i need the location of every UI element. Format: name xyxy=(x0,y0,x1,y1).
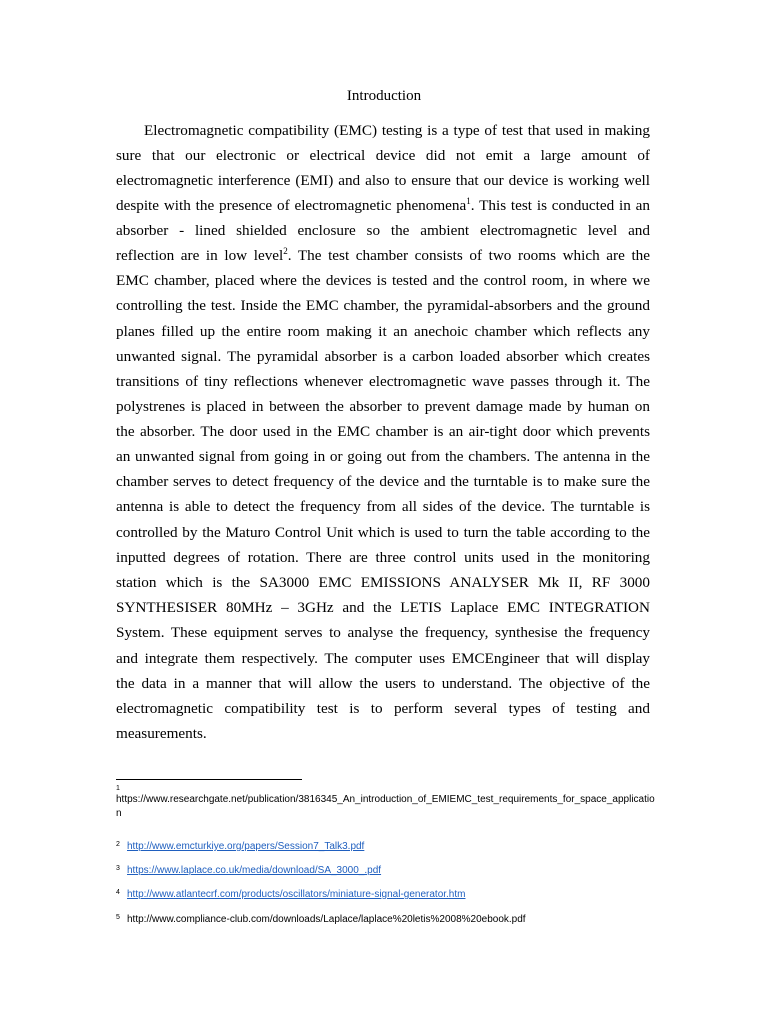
footnote-number: 2 xyxy=(116,841,120,848)
paragraph-line: EMC chamber, placed where the devices is tested and the control room, in where we xyxy=(116,272,650,289)
paragraph-line: System. These equipment serves to analyse the frequency, synthesise the frequency xyxy=(116,624,650,641)
page-title: Introduction xyxy=(346,88,422,104)
footnote-text: http://www.compliance-club.com/downloads/Laplace/laplace%20letis%2008%20ebook.pdf xyxy=(127,914,526,925)
line-text: despite with the presence of electromagnetic phenomena xyxy=(116,197,467,214)
footnote-ref-2[interactable]: 2 xyxy=(283,246,288,256)
paragraph-line: unwanted signal. The pyramidal absorber is a carbon loaded absorber which creates xyxy=(116,348,650,365)
footnote-link[interactable]: http://www.atlantecrf.com/products/oscillators/miniature-signal-generator.htm xyxy=(127,889,466,900)
paragraph-line: Electromagnetic compatibility (EMC) testing is a type of test that used in making xyxy=(144,122,650,139)
paragraph-line: electromagnetic interference (EMI) and also to ensure that our device is working well xyxy=(116,172,650,189)
footnote-number: 4 xyxy=(116,889,120,896)
footnote-1 xyxy=(116,784,656,821)
footnote-link[interactable]: http://www.emcturkiye.org/papers/Session7_Talk3.pdf xyxy=(127,841,365,852)
paragraph-line: station which is the SA3000 EMC EMISSIONS ANALYSER Mk II, RF 3000 xyxy=(116,574,650,591)
paragraph-line: absorber - lined shielded enclosure so the ambient electromagnetic level and xyxy=(116,222,650,239)
footnote-number: 5 xyxy=(116,914,120,921)
paragraph-line: and integrate them respectively. The computer uses EMCEngineer that will display xyxy=(116,650,650,667)
paragraph-line: transitions of tiny reflections whenever electromagnetic wave passes through it. The xyxy=(116,373,650,390)
footnote-4 xyxy=(116,886,465,902)
footnote-2 xyxy=(116,838,364,854)
paragraph-line: polystrenes is placed in between the absorber to prevent damage made by human on xyxy=(116,398,650,415)
footnote-separator xyxy=(116,779,302,780)
paragraph-line: antenna is able to detect the frequency from all sides of the device. The turntable is xyxy=(116,498,650,515)
footnote-ref-1[interactable]: 1 xyxy=(466,196,471,206)
footnote-number: 3 xyxy=(116,865,120,872)
paragraph-line: inputted degrees of rotation. There are three control units used in the monitoring xyxy=(116,549,650,566)
paragraph-line: controlled by the Maturo Control Unit which is used to turn the table according to the xyxy=(116,524,650,541)
paragraph-line: an unwanted signal from going in or going out from the chambers. The antenna in the xyxy=(116,448,650,465)
paragraph-line: planes filled up the entire room making it an anechoic chamber which reflects any xyxy=(116,323,650,340)
paragraph-line: controlling the test. Inside the EMC chamber, the pyramidal-absorbers and the ground xyxy=(116,297,650,314)
paragraph-line: measurements. xyxy=(116,725,207,742)
paragraph-line: sure that our electronic or electrical device did not emit a large amount of xyxy=(116,147,650,164)
footnote-3 xyxy=(116,862,381,878)
paragraph-line xyxy=(116,246,650,266)
footnote-5 xyxy=(116,911,526,927)
line-text: . The test chamber consists of two rooms which are the xyxy=(287,247,650,264)
paragraph-line: SYNTHESISER 80MHz – 3GHz and the LETIS Laplace EMC INTEGRATION xyxy=(116,599,650,616)
line-text: reflection are in low level xyxy=(116,247,284,264)
paragraph-line: the absorber. The door used in the EMC chamber is an air-tight door which prevents xyxy=(116,423,650,440)
paragraph-line xyxy=(116,196,650,216)
footnote-text[interactable]: https://www.researchgate.net/publication/3816345_An_introduction_of_EMIEMC_test_requirements_for_space_application xyxy=(116,794,655,819)
footnote-link[interactable]: https://www.laplace.co.uk/media/download/SA_3000_.pdf xyxy=(127,865,382,876)
footnote-number: 1 xyxy=(116,785,120,792)
paragraph-line: the data in a manner that will allow the users to understand. The objective of the xyxy=(116,675,650,692)
paragraph-line: electromagnetic compatibility test is to perform several types of testing and xyxy=(116,700,650,717)
paragraph-line: chamber serves to detect frequency of the device and the turntable is to make sure the xyxy=(116,473,650,490)
line-text: . This test is conducted in an xyxy=(470,197,650,214)
